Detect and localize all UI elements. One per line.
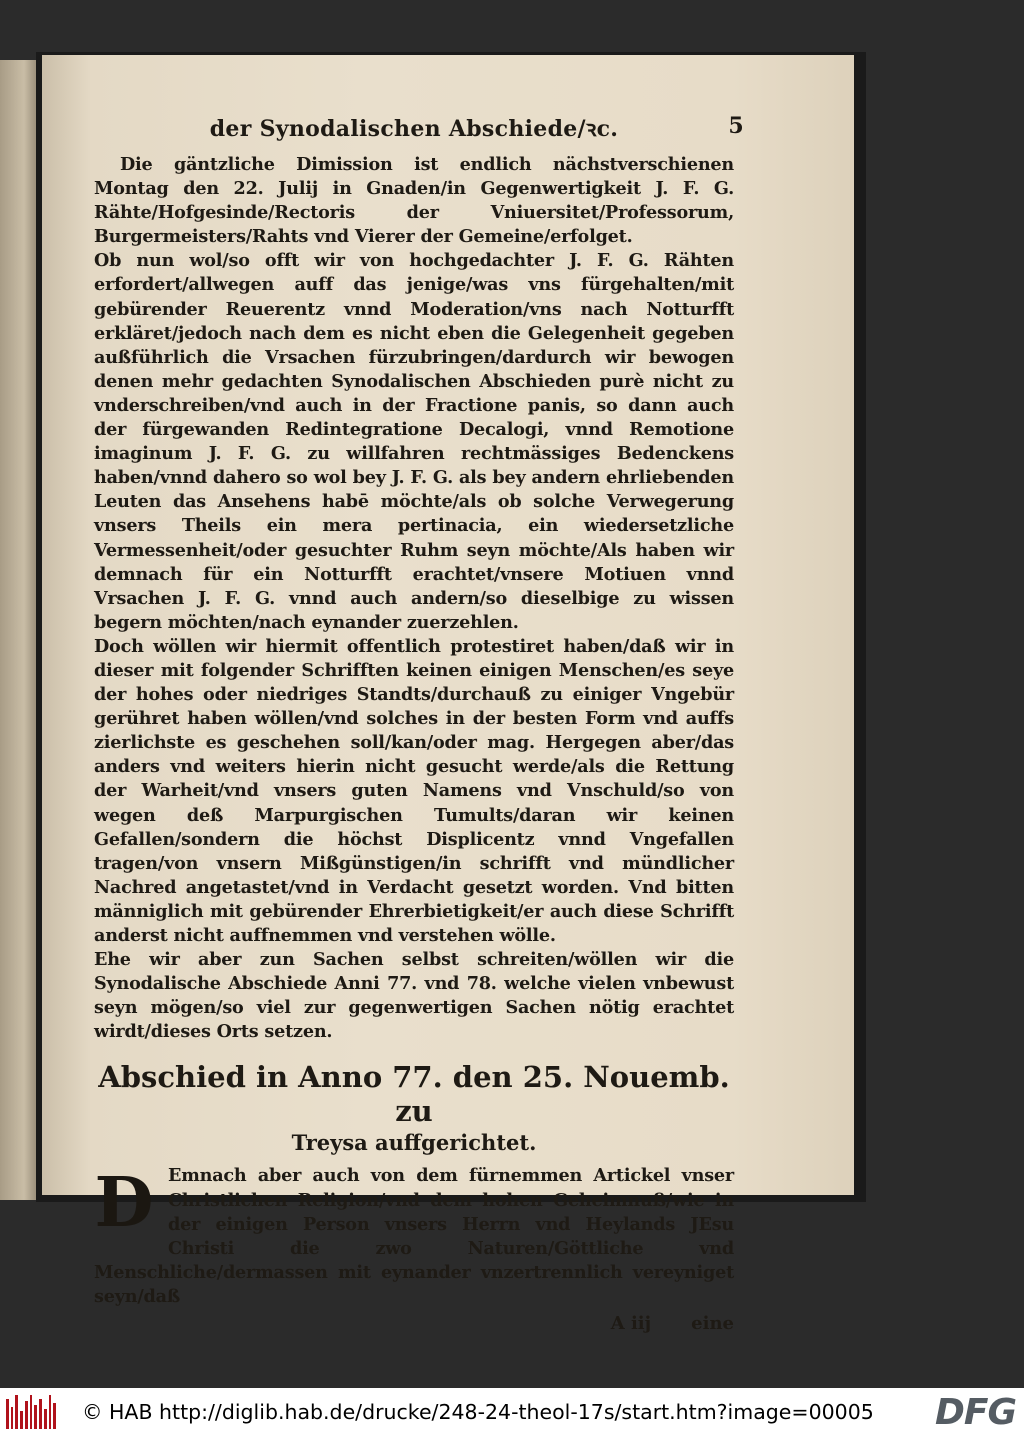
running-head <box>94 113 744 149</box>
hab-logo-icon <box>6 1395 56 1429</box>
previous-page-edge <box>0 60 40 1200</box>
catch-line <box>94 1313 734 1334</box>
paragraph-4: Ehe wir aber zun Sachen selbst schreiten/wöllen wir die Synodalische Abschiede Anni 77. vnd 78. welche vielen vnbewust seyn mögen/so viel zur gegenwertigen Sachen nötig erachtet wirdt/dieses Orts setzen. <box>94 949 734 1043</box>
paragraph-1: Die gäntzliche Dimission ist endlich nächstverschienen Montag den 22. Julij in Gnaden/in Gegenwertigkeit J. F. G. Rähte/Hofgesinde/Rectoris der Vniuersitet/Professorum, Burgermeisters/Rahts vnd Vierer der Gemeine/erfolget. <box>94 154 734 248</box>
footer-bar <box>0 1388 1024 1435</box>
section-subtitle: Treysa auffgerichtet. <box>291 1130 537 1156</box>
book-page <box>42 55 854 1335</box>
catchword: eine <box>691 1313 734 1335</box>
paragraph-3: Doch wöllen wir hiermit offentlich protestiret haben/daß wir in dieser mit folgender Schrifften keinen einigen Menschen/es seye der hohes oder niedriges Standts/durchauß zu einiger Vngebür gerühret haben wöllen/vnd solches in der besten Form vnd auffs zierlichste es geschehen soll/kan/oder mag. Hergegen aber/das anders vnd weiters hierin nicht gesucht werde/als die Rettung der Warheit/vnd vnsers guten Namens vnd Vnschuld/so von wegen deß Marpurgischen Tumults/daran wir keinen Gefallen/sondern die höchst Displicentz vnnd Vngefallen tragen/von vnsern Mißgünstigen/in schrifft vnd mündlicher Nachred angetastet/vnd in Verdacht gesetzt worden. Vnd bitten männiglich mit gebürender Ehrerbietigkeit/er auch diese Schrifft anderst nicht auffnemmen vnd verstehen wölle. <box>94 635 734 946</box>
signature-mark: A iij <box>610 1313 652 1335</box>
section-body <box>94 1164 734 1309</box>
page-content <box>94 113 744 1335</box>
paragraph-2: Ob nun wol/so offt wir von hochgedachter J. F. G. Rähten erfordert/allwegen auff das jenige/was vns fürgehalten/mit gebürender Reuerentz vnnd Moderation/vns nach Notturfft erkläret/jedoch nach dem es nicht eben die Gelegenheit gegeben außführlich die Vrsachen fürzubringen/dardurch wir bewogen denen mehr gedachten Synodalischen Abschieden purè nicht zu vnderschreiben/vnd auch in der Fractione panis, so dann auch der fürgewanden Redintegratione Decalogi, vnnd Remotione imaginum J. F. G. zu willfahren rechtmässiges Bedenckens haben/vnnd dahero so wol bey J. F. G. als bey andern ehrliebenden Leuten das Ansehens habē möchte/als ob solche Verwegerung vnsers Theils ein mera pertinacia, ein wiedersetzliche Vermessenheit/oder gesuchter Ruhm seyn möchte/Als haben wir demnach für ein Notturfft erachtet/vnsere Motiuen vnnd Vrsachen J. F. G. vnnd auch andern/so dieselbige zu wissen begern möchten/nach eynander zuerzehlen. <box>94 250 734 633</box>
folio-number: 5 <box>728 113 744 139</box>
drop-cap-initial: D <box>94 1163 154 1244</box>
running-head-text: der Synodalischen Abschiede/ꝛc. <box>209 116 619 142</box>
section-text: Emnach aber auch von dem fürnemmen Artickel vnser Christlichen Religion/vnd dem hohen Geheimnuß/wie in der einigen Person vnsers Herrn vnd Heylands JEsu Christi die zwo Naturen/Göttliche vnd Menschliche/dermassen mit eynander vnzertrennlich vereyniget seyn/daß <box>94 1165 734 1307</box>
dfg-logo: DFG <box>934 1392 1016 1433</box>
footer-url-text[interactable]: © HAB http://diglib.hab.de/drucke/248-24-theol-17s/start.htm?image=00005 <box>82 1399 874 1424</box>
section-title: Abschied in Anno 77. den 25. Nouemb. zu <box>98 1060 730 1129</box>
